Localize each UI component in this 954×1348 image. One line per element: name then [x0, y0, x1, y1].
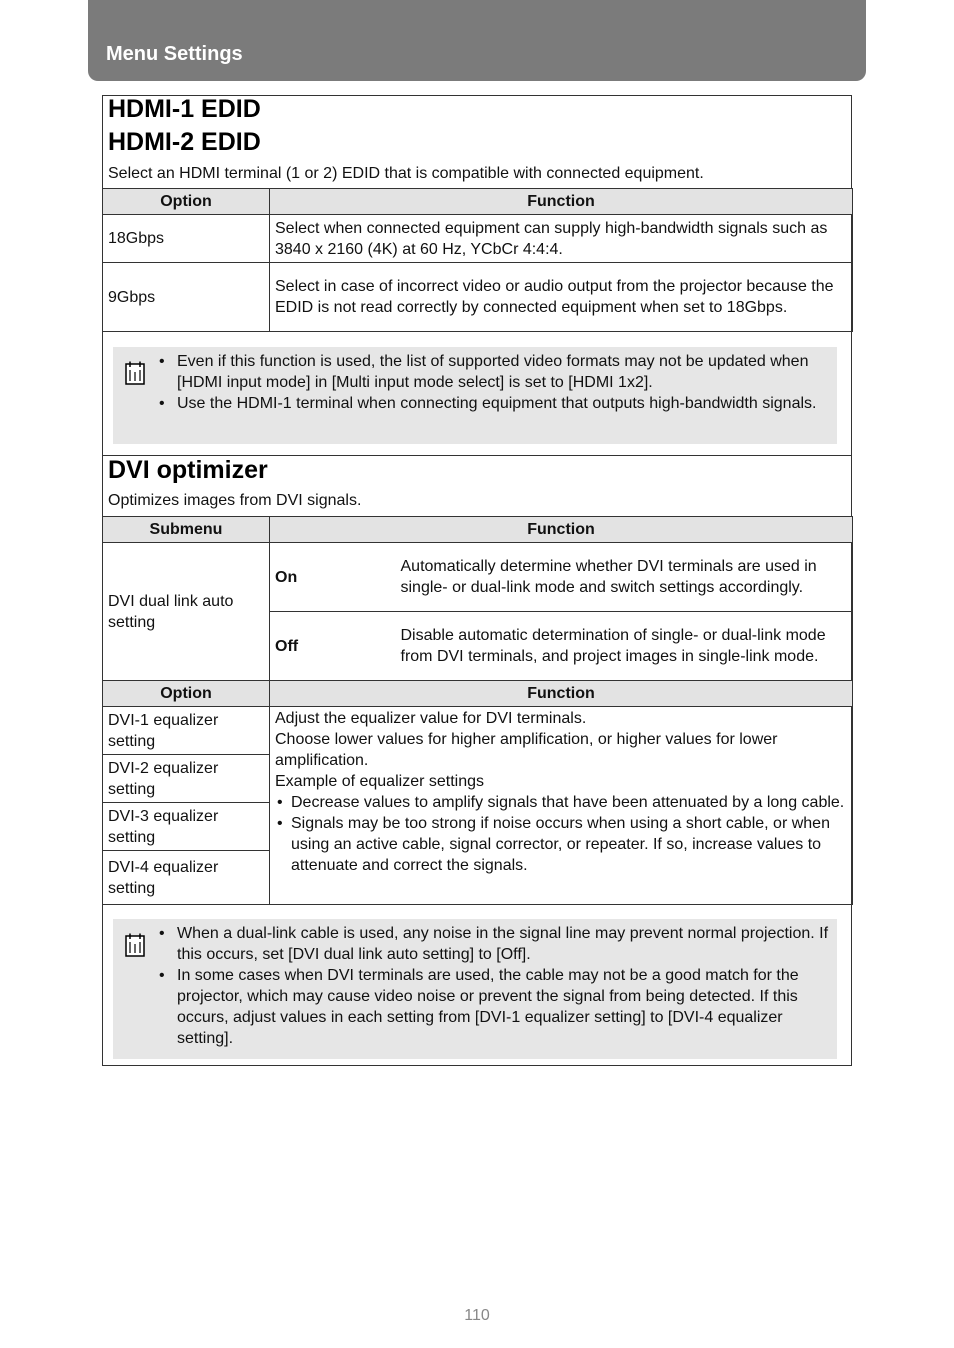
dvi-note-box — [113, 919, 837, 1059]
memo-icon — [125, 933, 145, 957]
hdmi-description: Select an HDMI terminal (1 or 2) EDID that is compatible with connected equipment. — [108, 165, 704, 182]
dvi-submenu-cell: DVI dual link auto setting — [103, 543, 270, 681]
dvi-option-cell: DVI-4 equalizer setting — [103, 851, 270, 905]
eq-bullet-list — [275, 792, 847, 876]
hdmi-col-option: Option — [103, 189, 270, 215]
hdmi-option-cell: 18Gbps — [103, 215, 270, 263]
table-row — [103, 215, 853, 263]
page-number: 110 — [464, 1307, 490, 1324]
dvi-option-cell: DVI-1 equalizer setting — [103, 707, 270, 755]
hdmi-function-cell: Select in case of incorrect video or audio output from the projector because the EDID is not read correctly by connected equipment when set to 18Gbps. — [270, 263, 853, 332]
hdmi-col-function: Function — [270, 189, 853, 215]
dvi-option-cell: DVI-3 equalizer setting — [103, 803, 270, 851]
eq-bullet: • Decrease values to amplify signals that have been attenuated by a long cable. — [275, 792, 847, 813]
eq-bullet: • Signals may be too strong if noise occurs when using a short cable, or when using an active cable, signal corrector, or repeater. If so, increase values to attenuate and correct the signals. — [275, 813, 847, 876]
note-item: • Use the HDMI-1 terminal when connecting equipment that outputs high-bandwidth signals. — [159, 393, 829, 414]
memo-icon — [125, 361, 145, 385]
hdmi-title-1: HDMI-1 EDID — [108, 95, 261, 123]
dvi-note-list — [159, 923, 829, 1049]
header-bar — [88, 0, 866, 81]
dvi-setting-function: Automatically determine whether DVI terminals are used in single- or dual-link mode and switch settings accordingly. — [396, 543, 853, 612]
hdmi-option-cell: 9Gbps — [103, 263, 270, 332]
hdmi-function-cell: Select when connected equipment can supply high-bandwidth signals such as 3840 x 2160 (4K) at 60 Hz, YCbCr 4:4:4. — [270, 215, 853, 263]
hdmi-note-list — [159, 351, 829, 414]
dvi-setting-value: On — [270, 543, 396, 612]
dvi-description: Optimizes images from DVI signals. — [108, 492, 362, 509]
table-row — [103, 707, 853, 755]
hdmi-note-box — [113, 347, 837, 444]
eq-text: Example of equalizer settings — [275, 773, 484, 790]
table-row — [103, 543, 853, 612]
dvi-col-function: Function — [270, 517, 853, 543]
dvi-title: DVI optimizer — [108, 456, 268, 484]
eq-text: Adjust the equalizer value for DVI terminals. — [275, 710, 587, 727]
header-title: Menu Settings — [106, 43, 243, 65]
dvi-setting-function: Disable automatic determination of single- or dual-link mode from DVI terminals, and project images in single-link mode. — [396, 612, 853, 681]
dvi-option-cell: DVI-2 equalizer setting — [103, 755, 270, 803]
note-item: • When a dual-link cable is used, any noise in the signal line may prevent normal projection. If this occurs, set [DVI dual link auto setting] to [Off]. — [159, 923, 829, 965]
note-item: • Even if this function is used, the list of supported video formats may not be updated when [HDMI input mode] in [Multi input mode select] is set to [HDMI 1x2]. — [159, 351, 829, 393]
eq-text: Choose lower values for higher amplification, or higher values for lower amplification. — [275, 731, 778, 769]
table-row — [103, 263, 853, 332]
dvi-setting-value: Off — [270, 612, 396, 681]
dvi-col-submenu: Submenu — [103, 517, 270, 543]
note-item: • In some cases when DVI terminals are used, the cable may not be a good match for the projector, which may cause video noise or prevent the signal from being detected. If this occurs, adjust values in each setting from [DVI-1 equalizer setting] to [DVI-4 equalizer setting]. — [159, 965, 829, 1049]
dvi-col-option: Option — [103, 681, 270, 707]
hdmi-table — [102, 188, 853, 332]
content-frame — [102, 95, 852, 1066]
dvi-submenu-table — [102, 516, 853, 905]
dvi-equalizer-function — [270, 707, 853, 905]
hdmi-title-2: HDMI-2 EDID — [108, 128, 261, 156]
dvi-col-function2: Function — [270, 681, 853, 707]
